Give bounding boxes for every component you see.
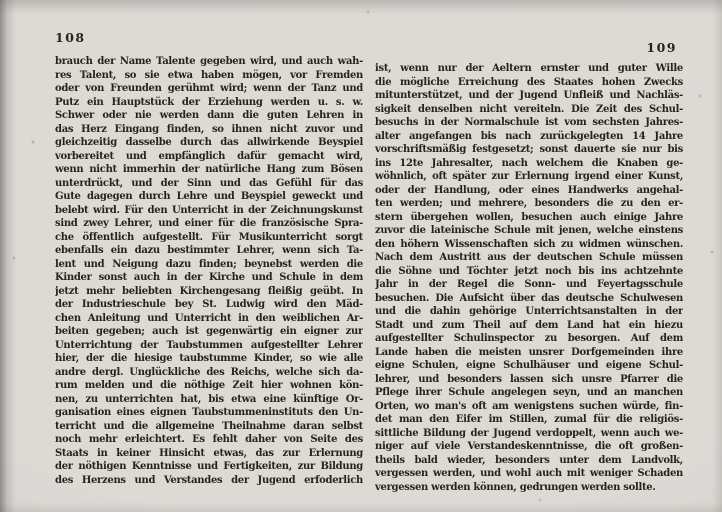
text-line: eigne Schulen, eigne Schulhäuser und eigene Schul- [375, 360, 683, 371]
text-line: vergessen werden können, gedrungen werden sollte. [375, 481, 656, 493]
text-line: sind zwey Lehrer, und einer für die französische Spra- [55, 218, 363, 229]
text-line: der Industrieschule bey St. Ludwig wird den Mäd- [55, 299, 363, 310]
text-line: belebt wird. Für den Unterricht in der Zeichnungskunst [55, 204, 363, 216]
text-line: Schwer oder nie werden dann die guten Lehren in [55, 110, 363, 121]
text-line: Jahr in der Regel die Sonn- und Feyertagsschule [375, 279, 683, 290]
text-line: wöhnlich, oft später zur Erlernung irgend einer Kunst, [375, 171, 683, 182]
text-line: ebenfalls ein dazu bestimmter Lehrer, wenn sich Ta- [55, 245, 363, 256]
text-line: die mögliche Erreichung des Staates hohen Zwecks [375, 76, 683, 88]
text-line: andre dergl. Unglückliche des Reichs, welche sich da- [55, 366, 363, 378]
left-page-number: 108 [55, 30, 86, 45]
text-line: brauch der Name Talente gegeben wird, und auch wah- [55, 56, 363, 67]
text-line: die Söhne und Töchter jetzt noch bis ins achtzehnte [375, 265, 683, 277]
text-line: alter angefangen bis nach zurückgelegten 14 Jahre [375, 130, 683, 142]
right-text-column [375, 62, 683, 494]
text-line: den höhern Wissenschaften sich zu widmen wünschen. [375, 238, 683, 250]
text-line: gleichzeitig dasselbe durch das allwirkende Beyspiel [55, 137, 363, 148]
text-line: lehrer, und besonders lassen sich unsre Pfarrer die [375, 373, 683, 385]
text-line: mitunterstützet, und der Jugend Unfleiß und Nachläs- [375, 90, 683, 101]
text-line: niger auf viele Verstandeskenntnisse, die oft großen- [375, 441, 683, 452]
text-line: und die dahin gehörige Unterrichtsanstalten in der [375, 306, 683, 317]
text-line: Putz ein Hauptstück der Erziehung werden u. s. w. [55, 96, 363, 108]
text-line: sittliche Bildung der Jugend verdoppelt, wenn auch we- [375, 427, 683, 439]
text-line: Nach dem Austritt aus der deutschen Schule müssen [375, 252, 683, 263]
text-line: hier, der die hiesige taubstumme Kinder, so wie alle [55, 353, 363, 364]
text-line: noch mehr erleichtert. Es fehlt daher von Seite des [55, 434, 363, 445]
text-line: sigkeit denselben nicht vereiteln. Die Zeit des Schul- [375, 103, 683, 115]
text-line: res Talent, so sie etwa haben mögen, vor Fremden [55, 69, 363, 81]
text-line: Staats in keiner Hinsicht etwas, das zur Erlernung [55, 447, 363, 459]
text-line: ist, wenn nur der Aeltern ernster und guter Wille [375, 63, 683, 74]
text-line: oder von Freunden gerühmt wird; wenn der Tanz und [55, 83, 363, 94]
right-page-number: 109 [646, 40, 677, 55]
text-line: Pflege ihrer Schule angelegen seyn, und an manchen [375, 387, 683, 398]
text-line: lent und Neigung dazu finden; beynebst werden die [55, 258, 363, 270]
text-line: nen, zu unterrichten hat, bis etwa eine künftige Or- [55, 393, 363, 405]
text-line: terricht und die allgemeine Theilnahme daran selbst [55, 420, 363, 432]
text-line: det man den Eifer im Stillen, zumal für die religiös- [375, 414, 683, 425]
text-line: ins 12te Jahresalter, nach welchem die Knaben ge- [375, 157, 683, 169]
text-line: Lande haben die meisten unsrer Dorfgemeinden ihre [375, 346, 683, 358]
right-page [375, 41, 683, 494]
text-line: ten werden; und mehrere, besonders die zu den er- [375, 198, 683, 209]
left-text-column [55, 55, 363, 487]
text-line: des Herzens und Verstandes der Jugend erfoderlich [55, 474, 363, 486]
left-page [55, 31, 363, 487]
text-line: vergessen werden, und wohl auch mit weniger Schaden [375, 468, 683, 479]
text-line: unterdrückt, und der Sinn und das Gefühl für das [55, 177, 363, 189]
text-line: Kinder sonst auch in der Kirche und Schule in dem [55, 272, 363, 283]
text-line: chen Anleitung und Unterricht in den weiblichen Ar- [55, 312, 363, 324]
text-line: che öffentlich aufgestellt. Für Musikunterricht sorgt [55, 231, 363, 243]
text-line: Unterrichtung der Taubstummen aufgestellter Lehrer [55, 339, 363, 351]
text-line: Orten, wo man's oft am wenigstens suchen würde, fin- [375, 400, 683, 412]
text-line: das Herz Eingang finden, so ihnen nicht zuvor und [55, 123, 363, 135]
text-line: aufgestellter Schulinspector zu besorgen. Auf dem [375, 333, 683, 344]
text-line: oder der Handlung, oder eines Handwerks angehal- [375, 184, 683, 196]
text-line: der nöthigen Kenntnisse und Fertigkeiten, zur Bildung [55, 461, 363, 472]
text-line: ganisation eines eignen Taubstummeninstituts den Un- [55, 407, 363, 418]
text-line: vorbereitet und empfänglich dafür gemacht wird, [55, 150, 363, 162]
text-line: Gute dagegen durch Lehre und Beyspiel geweckt und [55, 191, 363, 202]
text-line: wenn nicht immerhin der natürliche Hang zum Bösen [55, 164, 363, 175]
text-line: rum melden und die nöthige Zeit hier wohnen kön- [55, 380, 363, 391]
text-line: theils bald wieder, besonders unter dem Landvolk, [375, 454, 683, 466]
text-line: besuchen. Die Aufsicht über das deutsche Schulwesen [375, 292, 683, 304]
text-line: zuvor die lateinische Schule mit jenen, welche einstens [375, 225, 683, 236]
text-line: Stadt und zum Theil auf dem Land hat ein hiezu [375, 319, 683, 331]
text-line: besuchs in der Normalschule ist vom sechsten Jahres- [375, 117, 683, 128]
text-line: jetzt mehr beliebten Kirchengesang fleißig geübt. In [55, 285, 363, 297]
text-line: beiten gegeben; auch ist gegenwärtig ein eigner zur [55, 326, 363, 337]
text-line: vorschriftsmäßig festgesetzt; sonst dauerte sie nur bis [375, 144, 683, 155]
text-line: stern übergehen wollen, besuchen auch einige Jahre [375, 211, 683, 223]
